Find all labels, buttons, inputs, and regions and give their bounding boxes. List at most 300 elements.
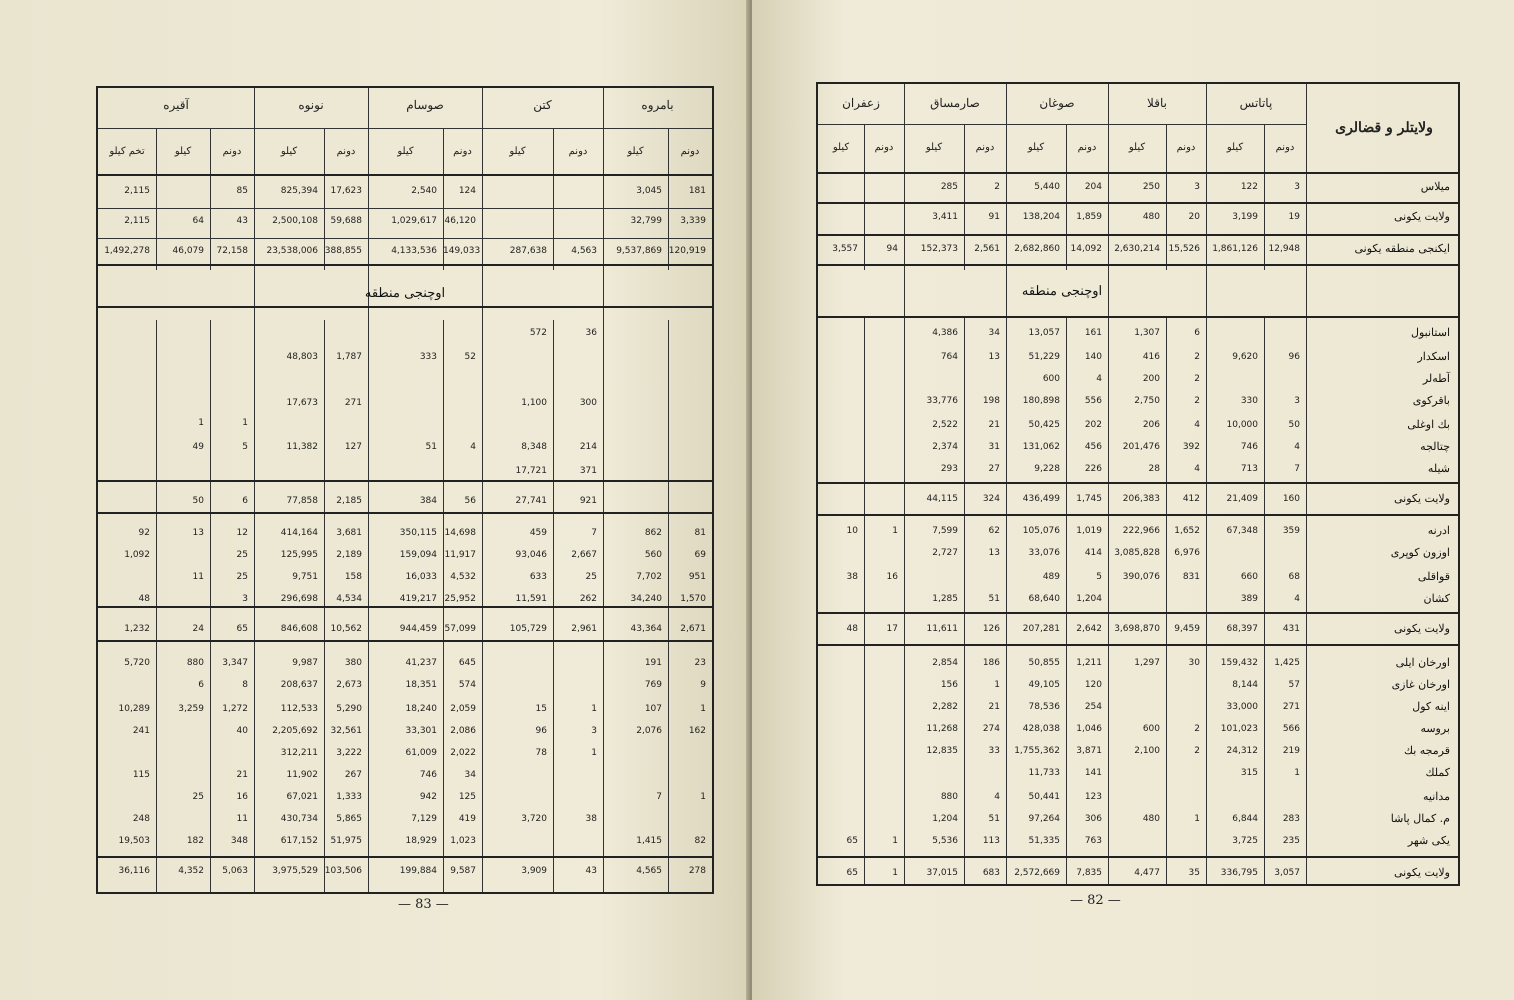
column-subheader: كيلو <box>509 146 526 157</box>
table-cell: 296,698 <box>280 594 318 604</box>
table-cell: 713 <box>1240 464 1258 474</box>
table-cell: 37,015 <box>926 868 958 878</box>
table-cell: 50,425 <box>1028 420 1060 430</box>
table-cell: 431 <box>1282 624 1300 634</box>
table-cell: 19 <box>1288 212 1300 222</box>
row-label: ولايت يكونى <box>1394 866 1450 879</box>
right-page <box>752 0 1514 1000</box>
table-cell: 2,854 <box>932 658 958 668</box>
left-page <box>0 0 750 1000</box>
row-label: چتالجه <box>1420 440 1450 453</box>
group-divider <box>1006 84 1007 884</box>
table-cell: 392 <box>1182 442 1200 452</box>
table-cell: 4,133,536 <box>391 246 437 256</box>
table-cell: 1,204 <box>932 814 958 824</box>
table-cell: 33 <box>988 746 1000 756</box>
table-cell: 315 <box>1240 768 1258 778</box>
table-cell: 1 <box>1194 814 1200 824</box>
table-cell: 49 <box>192 442 204 452</box>
table-cell: 14,092 <box>1070 244 1102 254</box>
table-cell: 1 <box>700 704 706 714</box>
table-cell: 96 <box>1288 352 1300 362</box>
table-cell: 11,268 <box>926 724 958 734</box>
table-cell: 7,129 <box>411 814 437 824</box>
table-cell: 158 <box>344 572 362 582</box>
table-cell: 1,787 <box>336 352 362 362</box>
table-cell: 9,228 <box>1034 464 1060 474</box>
table-cell: 25 <box>236 572 248 582</box>
table-cell: 2,189 <box>336 550 362 560</box>
table-cell: 32,799 <box>630 216 662 226</box>
table-cell: 359 <box>1282 526 1300 536</box>
column-subheader: كيلو <box>1027 142 1045 153</box>
table-cell: 235 <box>1282 836 1300 846</box>
column-group-header: كتن <box>533 98 552 112</box>
column-group-header: صوسام <box>406 98 444 112</box>
table-cell: 1,492,278 <box>104 246 150 256</box>
table-cell: 11,902 <box>286 770 318 780</box>
table-cell: 198 <box>982 396 1000 406</box>
table-cell: 162 <box>688 726 706 736</box>
table-cell: 24,312 <box>1226 746 1258 756</box>
table-cell: 31 <box>988 442 1000 452</box>
table-cell: 5,063 <box>222 866 248 876</box>
table-cell: 3,975,529 <box>272 866 318 876</box>
table-cell: 25 <box>585 572 597 582</box>
table-cell: 2 <box>1194 352 1200 362</box>
table-cell: 2,022 <box>450 748 476 758</box>
section-rule <box>818 482 1458 484</box>
table-cell: 1,204 <box>1076 594 1102 604</box>
table-cell: 181 <box>688 186 706 196</box>
table-cell: 416 <box>1142 352 1160 362</box>
table-cell: 7,702 <box>636 572 662 582</box>
table-cell: 2,540 <box>411 186 437 196</box>
table-cell: 5 <box>1096 572 1102 582</box>
table-cell: 7 <box>591 528 597 538</box>
table-cell: 2,282 <box>932 702 958 712</box>
row-label: كملك <box>1425 766 1450 779</box>
table-cell: 7 <box>1294 464 1300 474</box>
table-cell: 1 <box>892 836 898 846</box>
row-label: استانبول <box>1411 326 1450 339</box>
table-cell: 1,272 <box>222 704 248 714</box>
table-cell: 127 <box>344 442 362 452</box>
table-cell: 51 <box>988 814 1000 824</box>
table-cell: 8 <box>242 680 248 690</box>
table-cell: 25 <box>236 550 248 560</box>
table-cell: 5,720 <box>124 658 150 668</box>
table-cell: 81 <box>694 528 706 538</box>
table-cell: 2,100 <box>1134 746 1160 756</box>
table-cell: 7,599 <box>932 526 958 536</box>
table-cell: 1 <box>198 418 204 428</box>
table-cell: 4 <box>1294 594 1300 604</box>
table-cell: 93,046 <box>515 550 547 560</box>
table-cell: 6 <box>1194 328 1200 338</box>
table-cell: 23,538,006 <box>266 246 318 256</box>
table-cell: 660 <box>1240 572 1258 582</box>
table-cell: 9,751 <box>292 572 318 582</box>
section-rule <box>818 644 1458 646</box>
table-cell: 4 <box>1194 464 1200 474</box>
section-rule <box>98 640 712 642</box>
table-cell: 5,290 <box>336 704 362 714</box>
section-rule <box>818 202 1458 204</box>
column-group-header: صارمساق <box>930 96 980 110</box>
table-cell: 3,259 <box>178 704 204 714</box>
table-cell: 2 <box>1194 724 1200 734</box>
table-cell: 2,500,108 <box>272 216 318 226</box>
table-cell: 96 <box>535 726 547 736</box>
table-cell: 15 <box>535 704 547 714</box>
table-cell: 67,021 <box>286 792 318 802</box>
column-subheader: دونم <box>874 142 894 153</box>
table-cell: 67,348 <box>1226 526 1258 536</box>
table-cell: 2,561 <box>974 244 1000 254</box>
table-cell: 9,459 <box>1174 624 1200 634</box>
table-cell: 91 <box>988 212 1000 222</box>
table-cell: 51,229 <box>1028 352 1060 362</box>
table-cell: 65 <box>846 836 858 846</box>
table-cell: 30 <box>1188 658 1200 668</box>
right-table <box>816 82 1460 886</box>
table-cell: 38 <box>846 572 858 582</box>
table-cell: 160 <box>1282 494 1300 504</box>
row-label: بروسه <box>1420 722 1450 735</box>
column-subheader: دونم <box>222 146 242 157</box>
section-rule <box>818 856 1458 858</box>
column-group-header: زعفران <box>842 96 880 110</box>
table-cell: 3,339 <box>680 216 706 226</box>
table-cell: 3,681 <box>336 528 362 538</box>
table-cell: 208,637 <box>280 680 318 690</box>
table-cell: 459 <box>529 528 547 538</box>
table-cell: 50 <box>1288 420 1300 430</box>
table-cell: 283 <box>1282 814 1300 824</box>
row-label: اورخان ايلى <box>1395 656 1450 669</box>
column-subheader: دونم <box>1176 142 1196 153</box>
column-divider <box>864 316 865 884</box>
column-subheader: كيلو <box>174 146 192 157</box>
table-cell: 97,264 <box>1028 814 1060 824</box>
table-cell: 11 <box>192 572 204 582</box>
table-cell: 43,364 <box>630 624 662 634</box>
table-cell: 2,115 <box>124 216 150 226</box>
table-cell: 115 <box>132 770 150 780</box>
row-label: يكى شهر <box>1407 834 1450 847</box>
table-cell: 13 <box>192 528 204 538</box>
table-cell: 306 <box>1084 814 1102 824</box>
table-cell: 456 <box>1084 442 1102 452</box>
table-cell: 10 <box>846 526 858 536</box>
table-cell: 633 <box>529 572 547 582</box>
table-cell: 333 <box>419 352 437 362</box>
table-cell: 3,411 <box>932 212 958 222</box>
table-cell: 34 <box>988 328 1000 338</box>
table-cell: 12,835 <box>926 746 958 756</box>
region-band-label: اوچنجى منطقه <box>1021 284 1103 299</box>
table-cell: 206,383 <box>1122 494 1160 504</box>
table-cell: 202 <box>1084 420 1102 430</box>
table-cell: 159,094 <box>399 550 437 560</box>
table-cell: 1,425 <box>1274 658 1300 668</box>
table-cell: 2,671 <box>680 624 706 634</box>
table-cell: 312,211 <box>280 748 318 758</box>
row-label: قرمجه بك <box>1403 744 1450 757</box>
table-cell: 180,898 <box>1022 396 1060 406</box>
table-cell: 3 <box>242 594 248 604</box>
row-label: ولايت يكونى <box>1394 492 1450 505</box>
table-cell: 199,884 <box>399 866 437 876</box>
table-cell: 3 <box>1194 182 1200 192</box>
table-cell: 371 <box>579 466 597 476</box>
table-cell: 68 <box>1288 572 1300 582</box>
table-cell: 1,046 <box>1076 724 1102 734</box>
table-cell: 324 <box>982 494 1000 504</box>
table-cell: 271 <box>344 398 362 408</box>
table-cell: 18,929 <box>405 836 437 846</box>
row-label: ولايت يكونى <box>1394 622 1450 635</box>
table-cell: 214 <box>579 442 597 452</box>
table-cell: 152,373 <box>920 244 958 254</box>
table-cell: 103,506 <box>324 866 362 876</box>
row-rule <box>98 208 712 209</box>
table-cell: 43 <box>585 866 597 876</box>
table-cell: 2,727 <box>932 548 958 558</box>
table-cell: 1,232 <box>124 624 150 634</box>
table-cell: 51,975 <box>330 836 362 846</box>
table-cell: 430,734 <box>280 814 318 824</box>
section-rule <box>818 612 1458 614</box>
row-label: قواقلى <box>1417 570 1450 583</box>
table-cell: 21 <box>236 770 248 780</box>
table-cell: 560 <box>644 550 662 560</box>
column-subheader: كيلو <box>832 142 850 153</box>
table-cell: 267 <box>344 770 362 780</box>
table-cell: 68,397 <box>1226 624 1258 634</box>
table-cell: 254 <box>1084 702 1102 712</box>
table-cell: 9,537,869 <box>616 246 662 256</box>
table-cell: 50,441 <box>1028 792 1060 802</box>
table-cell: 9,987 <box>292 658 318 668</box>
table-cell: 113 <box>982 836 1000 846</box>
table-cell: 35 <box>1188 868 1200 878</box>
table-cell: 428,038 <box>1022 724 1060 734</box>
table-cell: 600 <box>1142 724 1160 734</box>
column-group-header: صوغان <box>1039 96 1075 110</box>
table-cell: 336,795 <box>1220 868 1258 878</box>
table-cell: 1 <box>994 680 1000 690</box>
table-cell: 50,855 <box>1028 658 1060 668</box>
table-cell: 33,076 <box>1028 548 1060 558</box>
column-subheader: تخم كيلو <box>109 146 145 157</box>
section-rule <box>818 316 1458 318</box>
table-cell: 120,919 <box>668 246 706 256</box>
table-cell: 57,099 <box>444 624 476 634</box>
table-cell: 25,952 <box>444 594 476 604</box>
table-cell: 1,100 <box>521 398 547 408</box>
table-cell: 2,667 <box>571 550 597 560</box>
table-cell: 746 <box>1240 442 1258 452</box>
table-cell: 1,029,617 <box>391 216 437 226</box>
table-cell: 15,526 <box>1168 244 1200 254</box>
table-cell: 92 <box>138 528 150 538</box>
column-subheader: دونم <box>453 146 472 157</box>
table-cell: 82 <box>694 836 706 846</box>
region-band-label: اوچنجى منطقه <box>364 286 446 301</box>
table-cell: 131,062 <box>1022 442 1060 452</box>
table-cell: 480 <box>1142 212 1160 222</box>
table-cell: 124 <box>458 186 476 196</box>
row-label: ميلاس <box>1420 180 1450 193</box>
table-cell: 191 <box>644 658 662 668</box>
table-cell: 3,057 <box>1274 868 1300 878</box>
table-cell: 21 <box>988 420 1000 430</box>
table-cell: 34 <box>464 770 476 780</box>
table-cell: 2,185 <box>336 496 362 506</box>
table-cell: 645 <box>458 658 476 668</box>
table-cell: 125 <box>458 792 476 802</box>
table-cell: 1,745 <box>1076 494 1102 504</box>
table-cell: 4,563 <box>571 246 597 256</box>
table-cell: 18,351 <box>405 680 437 690</box>
table-cell: 384 <box>419 496 437 506</box>
table-cell: 3,720 <box>521 814 547 824</box>
table-cell: 4 <box>1096 374 1102 384</box>
table-cell: 831 <box>1182 572 1200 582</box>
table-cell: 34,240 <box>630 594 662 604</box>
table-cell: 278 <box>688 866 706 876</box>
table-cell: 2 <box>1194 374 1200 384</box>
table-cell: 4 <box>1294 442 1300 452</box>
table-cell: 5,536 <box>932 836 958 846</box>
table-cell: 11 <box>236 814 248 824</box>
column-subheader: دونم <box>1275 142 1295 153</box>
table-cell: 78,536 <box>1028 702 1060 712</box>
table-cell: 9,587 <box>450 866 476 876</box>
table-cell: 13,057 <box>1028 328 1060 338</box>
table-cell: 33,301 <box>405 726 437 736</box>
table-cell: 8,348 <box>521 442 547 452</box>
table-cell: 13 <box>988 352 1000 362</box>
table-cell: 1 <box>892 868 898 878</box>
table-cell: 3,347 <box>222 658 248 668</box>
table-cell: 61,009 <box>405 748 437 758</box>
group-divider <box>1206 84 1207 884</box>
section-rule <box>98 856 712 858</box>
table-cell: 4 <box>994 792 1000 802</box>
table-cell: 85 <box>236 186 248 196</box>
table-cell: 48 <box>846 624 858 634</box>
table-cell: 222,966 <box>1122 526 1160 536</box>
table-cell: 944,459 <box>399 624 437 634</box>
table-cell: 4,477 <box>1134 868 1160 878</box>
table-cell: 226 <box>1084 464 1102 474</box>
table-cell: 62 <box>988 526 1000 536</box>
table-cell: 763 <box>1084 836 1102 846</box>
table-cell: 3,909 <box>521 866 547 876</box>
row-label: اسكدار <box>1417 350 1450 363</box>
table-cell: 1,023 <box>450 836 476 846</box>
table-cell: 21,409 <box>1226 494 1258 504</box>
table-cell: 2 <box>1194 396 1200 406</box>
column-group-header: پاتاتس <box>1239 96 1273 110</box>
table-cell: 11,611 <box>926 624 958 634</box>
section-rule <box>98 264 712 266</box>
row-label: اورخان غازى <box>1391 678 1450 691</box>
table-cell: 20 <box>1188 212 1200 222</box>
table-cell: 149,033 <box>443 246 481 256</box>
table-cell: 4,352 <box>178 866 204 876</box>
table-cell: 48,803 <box>286 352 318 362</box>
table-cell: 862 <box>644 528 662 538</box>
table-cell: 271 <box>1282 702 1300 712</box>
table-cell: 16 <box>236 792 248 802</box>
table-cell: 78 <box>535 748 547 758</box>
table-cell: 2,076 <box>636 726 662 736</box>
table-cell: 6 <box>242 496 248 506</box>
table-cell: 64 <box>192 216 204 226</box>
section-rule <box>98 512 712 514</box>
table-cell: 138,204 <box>1022 212 1060 222</box>
group-divider <box>1108 84 1109 884</box>
column-group-header: نونوه <box>298 98 324 112</box>
table-cell: 1,092 <box>124 550 150 560</box>
table-cell: 10,000 <box>1226 420 1258 430</box>
left-table <box>96 86 714 894</box>
table-cell: 480 <box>1142 814 1160 824</box>
table-cell: 1,570 <box>680 594 706 604</box>
column-group-header: باقلا <box>1147 96 1167 110</box>
table-cell: 825,394 <box>280 186 318 196</box>
table-cell: 600 <box>1042 374 1060 384</box>
table-cell: 274 <box>982 724 1000 734</box>
row-label: شيله <box>1427 462 1450 475</box>
table-cell: 4,532 <box>450 572 476 582</box>
table-cell: 1,019 <box>1076 526 1102 536</box>
section-rule <box>98 480 712 482</box>
table-cell: 1,861,126 <box>1212 244 1258 254</box>
table-cell: 125,995 <box>280 550 318 560</box>
table-cell: 25 <box>192 792 204 802</box>
table-cell: 2,673 <box>336 680 362 690</box>
table-cell: 72,158 <box>216 246 248 256</box>
table-cell: 5,865 <box>336 814 362 824</box>
table-cell: 17,673 <box>286 398 318 408</box>
table-cell: 2,682,860 <box>1014 244 1060 254</box>
table-cell: 419 <box>458 814 476 824</box>
table-cell: 330 <box>1240 396 1258 406</box>
row-rule <box>98 238 712 239</box>
section-rule <box>818 234 1458 236</box>
column-subheader: كيلو <box>925 142 943 153</box>
table-cell: 2,115 <box>124 186 150 196</box>
row-label: بك اوغلى <box>1407 418 1450 431</box>
table-cell: 2 <box>994 182 1000 192</box>
column-group-header: بامروه <box>641 98 674 112</box>
table-cell: 3 <box>1294 396 1300 406</box>
row-label: م. كمال پاشا <box>1390 812 1450 825</box>
table-cell: 1 <box>700 792 706 802</box>
table-cell: 28 <box>1148 464 1160 474</box>
table-cell: 4,565 <box>636 866 662 876</box>
row-label: آطه‌لر <box>1422 372 1450 385</box>
table-cell: 1,333 <box>336 792 362 802</box>
row-label: اينه كول <box>1412 700 1450 713</box>
table-cell: 951 <box>688 572 706 582</box>
table-cell: 1 <box>1294 768 1300 778</box>
